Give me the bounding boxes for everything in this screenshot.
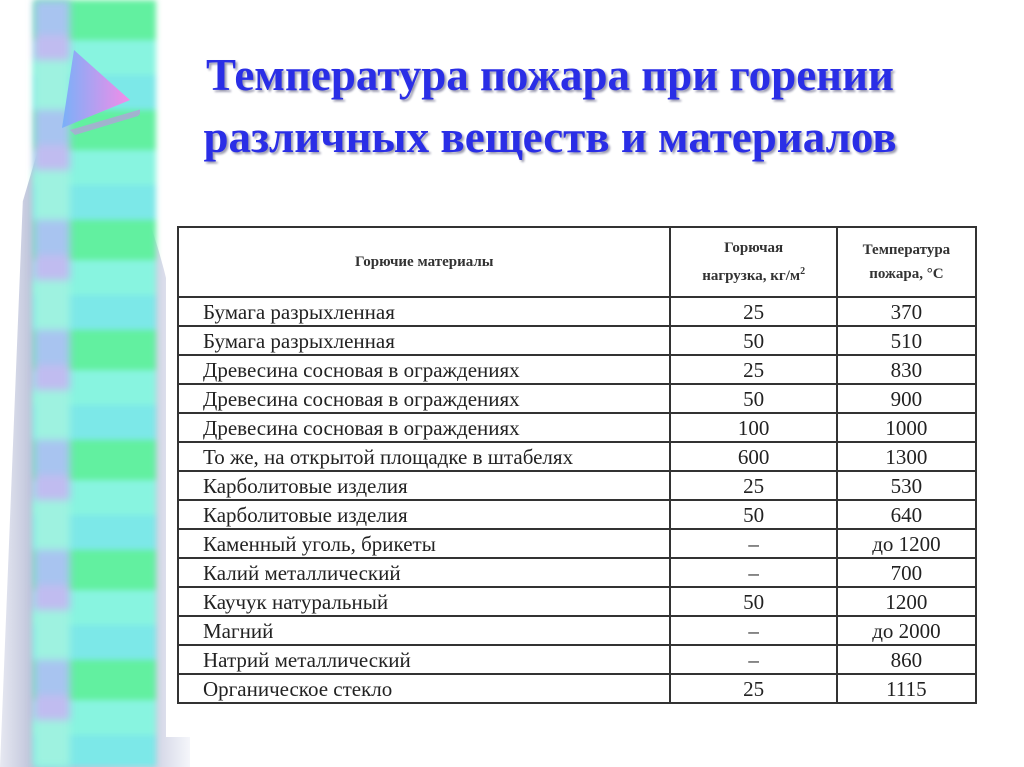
cell-temp: 510 (837, 326, 976, 355)
header-load-line2: нагрузка, кг/м (702, 268, 801, 284)
table-row (178, 500, 976, 529)
table-row (178, 384, 976, 413)
cell-temp: 1300 (837, 442, 976, 471)
header-temp (837, 227, 976, 297)
cell-material: То же, на открытой площадке в штабелях (178, 442, 670, 471)
header-load-sup: 2 (800, 266, 806, 277)
cell-temp: до 2000 (837, 616, 976, 645)
table-row (178, 326, 976, 355)
cell-temp: 1000 (837, 413, 976, 442)
cell-load: 25 (670, 297, 836, 326)
cell-material: Древесина сосновая в ограждениях (178, 384, 670, 413)
cell-temp: 700 (837, 558, 976, 587)
header-material (178, 227, 670, 297)
cell-temp: 900 (837, 384, 976, 413)
cell-temp: 1200 (837, 587, 976, 616)
cell-material: Магний (178, 616, 670, 645)
table-row (178, 587, 976, 616)
cell-material: Карболитовые изделия (178, 471, 670, 500)
cell-load: – (670, 558, 836, 587)
title-line-1: Температура пожара при горении (206, 50, 894, 100)
title-line-2: различных веществ и материалов (203, 112, 897, 162)
cell-material: Карболитовые изделия (178, 500, 670, 529)
table-row (178, 442, 976, 471)
table-row (178, 616, 976, 645)
triangle-bullet-icon (60, 50, 140, 135)
header-load (670, 227, 836, 297)
cell-load: 25 (670, 471, 836, 500)
table-row (178, 297, 976, 326)
cell-load: – (670, 616, 836, 645)
cell-temp: 1115 (837, 674, 976, 703)
table-row (178, 674, 976, 703)
cell-temp: до 1200 (837, 529, 976, 558)
cell-material: Калий металлический (178, 558, 670, 587)
header-temp-line1: Температура (862, 242, 951, 258)
table-row (178, 471, 976, 500)
cell-material: Бумага разрыхленная (178, 326, 670, 355)
cell-material: Органическое стекло (178, 674, 670, 703)
table-row (178, 558, 976, 587)
slide-title (140, 44, 960, 168)
cell-material: Древесина сосновая в ограждениях (178, 413, 670, 442)
cell-load: – (670, 529, 836, 558)
cell-material: Каменный уголь, брикеты (178, 529, 670, 558)
table-row (178, 355, 976, 384)
cell-load: 50 (670, 587, 836, 616)
table-row (178, 413, 976, 442)
cell-temp: 370 (837, 297, 976, 326)
cell-material: Каучук натуральный (178, 587, 670, 616)
cell-material: Натрий металлический (178, 645, 670, 674)
cell-load: 25 (670, 674, 836, 703)
fire-temperature-table (177, 226, 977, 704)
cell-load: 50 (670, 384, 836, 413)
cell-material: Древесина сосновая в ограждениях (178, 355, 670, 384)
cell-load: 25 (670, 355, 836, 384)
header-load-line1: Горючая (724, 240, 784, 256)
cell-temp: 830 (837, 355, 976, 384)
header-temp-line2: пожара, °С (869, 266, 944, 282)
cell-temp: 860 (837, 645, 976, 674)
cell-temp: 640 (837, 500, 976, 529)
cell-load: – (670, 645, 836, 674)
header-material-label: Горючие материалы (355, 254, 494, 270)
cell-material: Бумага разрыхленная (178, 297, 670, 326)
cell-load: 600 (670, 442, 836, 471)
cell-load: 50 (670, 500, 836, 529)
table-header-row (178, 227, 976, 297)
cell-temp: 530 (837, 471, 976, 500)
table-row (178, 529, 976, 558)
table-row (178, 645, 976, 674)
cell-load: 100 (670, 413, 836, 442)
cell-load: 50 (670, 326, 836, 355)
